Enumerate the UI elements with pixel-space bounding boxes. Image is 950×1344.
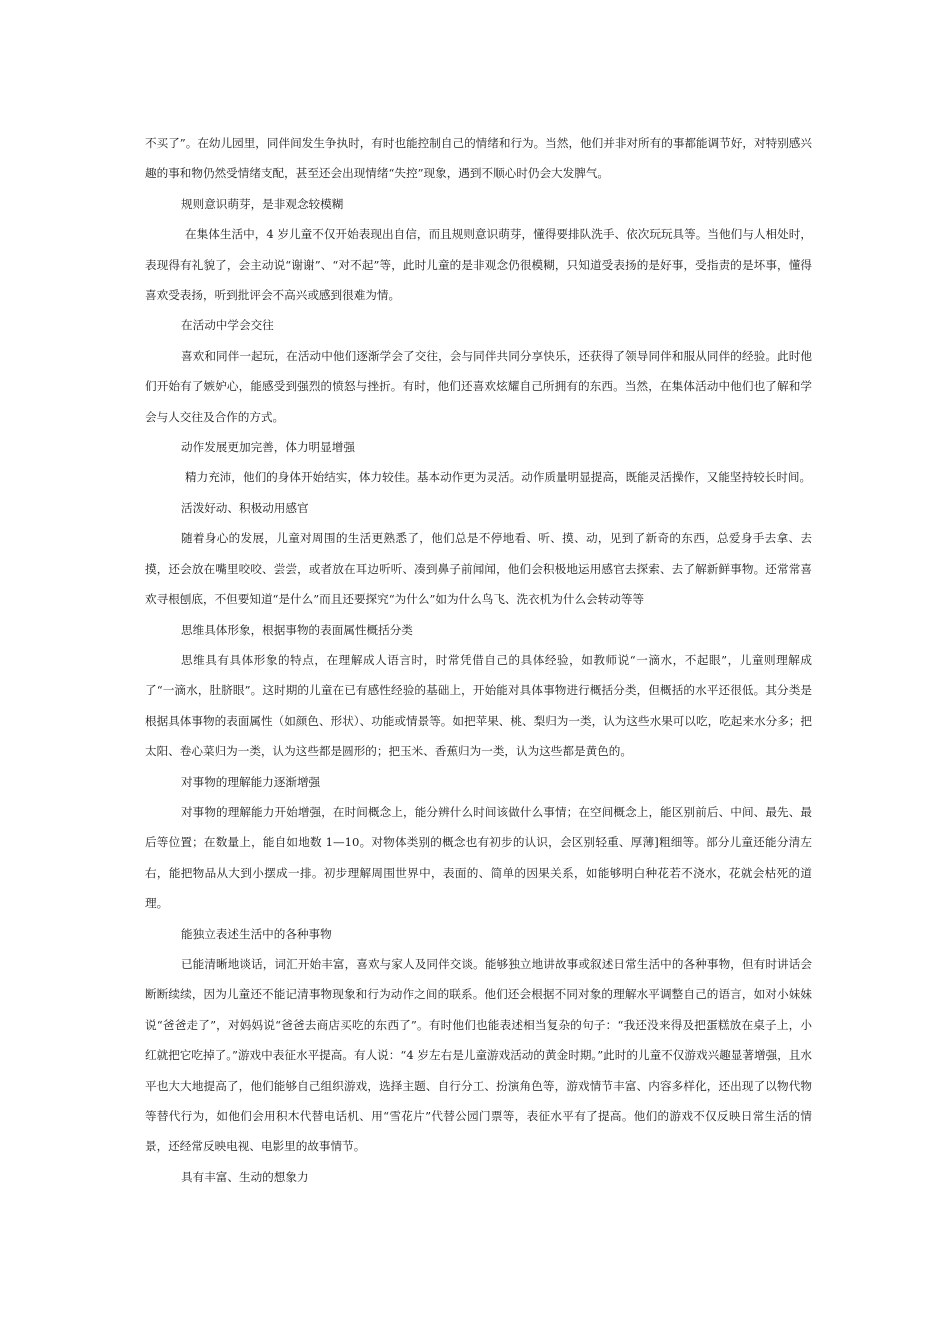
paragraph-understanding: 对事物的理解能力开始增强，在时间概念上，能分辨什么时间该做什么事情；在空间概念上，能区别前后、中间、最先、最后等位置；在数量上，能自如地数 1—10。对物体类别的概念也有初步的认识，会区别轻重、厚薄]粗细等。部分儿童还能分清左右，能把物品从大到小摆成一排。初步理解周围世界中，表面的、简单的因果关系，如能够明白种花若不浇水，花就会枯死的道理。 — [145, 804, 812, 911]
heading-expression: 能独立表述生活中的各种事物 — [181, 926, 332, 941]
paragraph-active-senses: 随着身心的发展，儿童对周围的生活更熟悉了，他们总是不停地看、听、摸、动，见到了新奇的东西，总爱身手去拿、去摸，还会放在嘴里咬咬、尝尝，或者放在耳边听听、凑到鼻子前闻闻，他们会积极地运用感官去探索、去了解新鲜事物。还常常喜欢寻根刨底，不但要知道“是什么”而且还要探究“为什么”如为什么鸟飞、洗衣机为什么会转动等等 — [145, 531, 812, 607]
heading-imagination: 具有丰富、生动的想象力 — [181, 1169, 309, 1184]
paragraph-rules-awareness: 在集体生活中，4 岁儿童不仅开始表现出自信，而且规则意识萌芽，懂得要排队洗手、依次玩玩具等。当他们与人相处时，表现得有礼貌了，会主动说“谢谢”、“对不起”等，此时儿童的是非观念仍很模糊，只知道受表扬的是好事，受指责的是坏事，懂得喜欢受表扬，听到批评会不高兴或感到很难为情。 — [145, 227, 812, 303]
paragraph-concrete-thinking: 思维具有具体形象的特点，在理解成人语言时，时常凭借自己的具体经验，如教师说“一滴水，不起眼”，儿童则理解成了“一滴水，肚脐眼”。这时期的儿童在已有感性经验的基础上，开始能对具体事物进行概括分类，但概括的水平还很低。其分类是根据具体事物的表面属性（如颜色、形状）、功能或情景等。如把苹果、桃、梨归为一类，认为这些水果可以吃，吃起来水分多；把太阳、卷心菜归为一类，认为这些都是圆形的；把玉米、香蕉归为一类，认为这些都是黄色的。 — [145, 652, 812, 759]
heading-social-interaction: 在活动中学会交往 — [181, 318, 274, 333]
heading-concrete-thinking: 思维具体形象，根据事物的表面属性概括分类 — [181, 622, 413, 637]
paragraph-expression: 已能清晰地谈话，词汇开始丰富，喜欢与家人及同伴交谈。能够独立地讲故事或叙述日常生活中的各种事物，但有时讲话会断断续续，因为儿童还不能记清事物现象和行为动作之间的联系。他们还会根据不同对象的理解水平调整自己的语言，如对小妹妹说“爸爸走了”，对妈妈说“爸爸去商店买吃的东西了”。有时他们也能表述相当复杂的句子：“我还没来得及把蛋糕放在桌子上，小红就把它吃掉了。”游戏中表征水平提高。有人说：“4 岁左右是儿童游戏活动的黄金时期。”此时的儿童不仅游戏兴趣显著增强，且水平也大大地提高了，他们能够自己组织游戏，选择主题、自行分工、扮演角色等，游戏情节丰富、内容多样化，还出现了以物代物等替代行为，如他们会用积木代替电话机、用“雪花片”代替公园门票等，表征水平有了提高。他们的游戏不仅反映日常生活的情景，还经常反映电视、电影里的故事情节。 — [145, 956, 812, 1154]
heading-motor-development: 动作发展更加完善，体力明显增强 — [181, 440, 355, 455]
paragraph-emotion-control: 不买了”。在幼儿园里，同伴间发生争执时，有时也能控制自己的情绪和行为。当然，他们并非对所有的事都能调节好，对特别感兴趣的事和物仍然受情绪支配，甚至还会出现情绪“失控”现象，遇到不顺心时仍会大发脾气。 — [145, 136, 812, 181]
heading-rules-awareness: 规则意识萌芽，是非观念较模糊 — [181, 196, 344, 211]
paragraph-social-interaction: 喜欢和同伴一起玩，在活动中他们逐渐学会了交往，会与同伴共同分享快乐，还获得了领导同伴和服从同伴的经验。此时他们开始有了嫉妒心，能感受到强烈的愤怒与挫折。有时，他们还喜欢炫耀自己所拥有的东西。当然，在集体活动中他们也了解和学会与人交往及合作的方式。 — [145, 348, 812, 424]
heading-understanding: 对事物的理解能力逐渐增强 — [181, 774, 321, 789]
document-page — [145, 128, 812, 1192]
heading-active-senses: 活泼好动、积极动用感官 — [181, 500, 309, 515]
paragraph-motor-development: 精力充沛，他们的身体开始结实，体力较佳。基本动作更为灵活。动作质量明显提高，既能灵活操作，又能坚持较长时间。 — [185, 470, 812, 485]
